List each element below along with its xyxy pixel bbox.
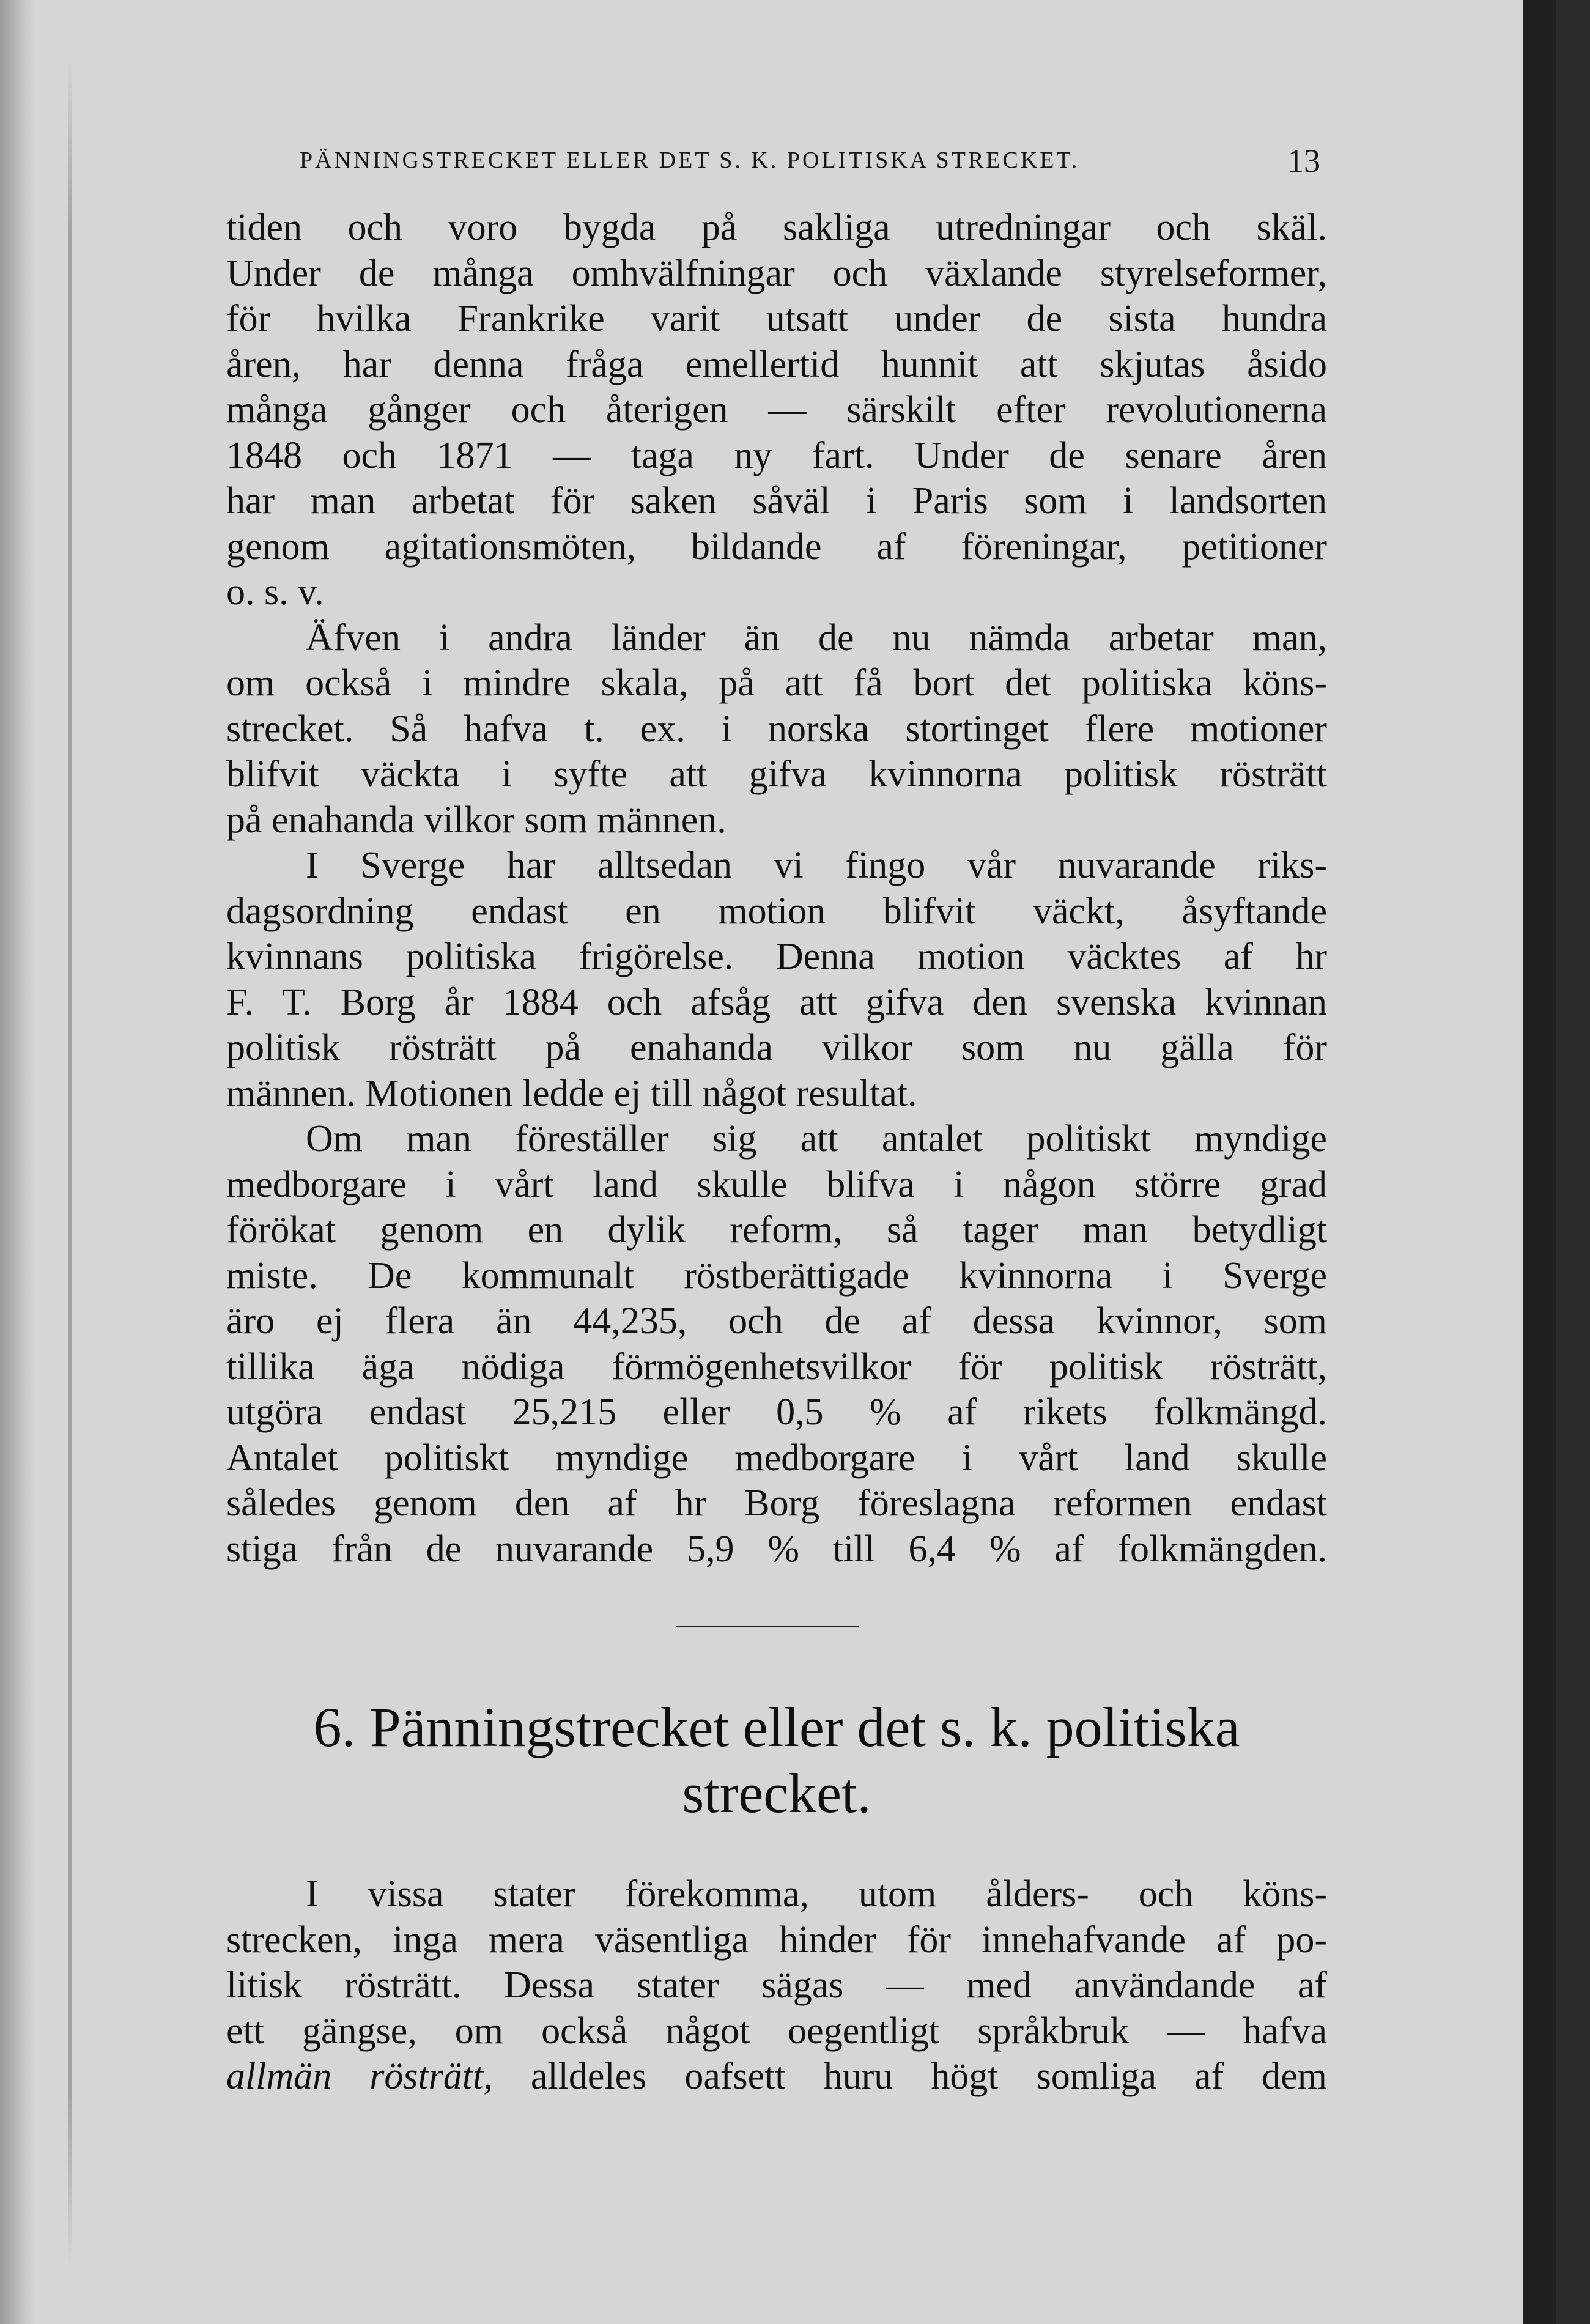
binding-shadow-line: [68, 55, 72, 2269]
text-line: strecken, inga mera väsentliga hinder för innehafvande af po-: [226, 1919, 1327, 1961]
page-binding: [0, 0, 37, 2324]
text-line: utgöra endast 25,215 eller 0,5 % af rikets folkmängd.: [226, 1391, 1327, 1433]
text-line: strecket. Så hafva t. ex. i norska stortinget flere motioner: [226, 708, 1327, 750]
text-line: för hvilka Frankrike varit utsatt under de sista hundra: [226, 298, 1327, 339]
text-line: har man arbetat för saken såväl i Paris som i landsorten: [226, 480, 1327, 522]
text-line: äro ej flera än 44,235, och de af dessa kvinnor, som: [226, 1300, 1327, 1342]
text-line: männen. Motionen ledde ej till något resultat.: [226, 1072, 917, 1114]
text-line: 1848 och 1871 — taga ny fart. Under de senare åren: [226, 434, 1327, 476]
text-line: stiga från de nuvarande 5,9 % till 6,4 % af folkmängden.: [226, 1528, 1327, 1570]
text-line: I Sverge har alltsedan vi fingo vår nuvarande riks-: [306, 845, 1327, 886]
text-line: Äfven i andra länder än de nu nämda arbetar man,: [306, 616, 1327, 659]
text-line: Om man föreställer sig att antalet politiskt myndige: [306, 1118, 1327, 1160]
text-line: således genom den af hr Borg föreslagna reformen endast: [226, 1482, 1327, 1524]
page-number: 13: [1287, 142, 1320, 179]
text-line: blifvit väckta i syfte att gifva kvinnorna politisk rösträtt: [226, 753, 1327, 795]
text-line: ett gängse, om också något oegentligt språkbruk — hafva: [226, 2010, 1327, 2052]
text-line: på enahanda vilkor som männen.: [226, 799, 727, 841]
text-line: medborgare i vårt land skulle blifva i någon större grad: [226, 1163, 1327, 1205]
text-line: o. s. v.: [226, 571, 324, 613]
text-line: Under de många omhvälfningar och växlande styrelseformer,: [226, 252, 1327, 294]
body-text-block-2: [226, 1871, 1327, 2100]
text-line: förökat genom en dylik reform, så tager man betydligt: [226, 1209, 1327, 1251]
text-fragment: alldeles oafsett huru högt somliga af dem: [492, 2056, 1327, 2097]
text-line: [226, 2054, 1327, 2100]
section-heading: [239, 1694, 1315, 1826]
text-line: åren, har denna fråga emellertid hunnit att skjutas åsido: [226, 343, 1327, 385]
text-line: dagsordning endast en motion blifvit väckt, åsyftande: [226, 890, 1327, 932]
text-line: tillika äga nödiga förmögenhetsvilkor för politisk rösträtt,: [226, 1345, 1327, 1388]
section-divider: [676, 1626, 859, 1627]
text-line: genom agitationsmöten, bildande af föreningar, petitioner: [226, 525, 1327, 568]
body-text-block-1: [226, 205, 1327, 1572]
text-line: Antalet politiskt myndige medborgare i vårt land skulle: [226, 1437, 1327, 1479]
section-heading-line-1: 6. Pänningstrecket eller det s. k. politiska: [313, 1696, 1240, 1758]
section-heading-line-2: strecket.: [682, 1762, 871, 1824]
text-line: politisk rösträtt på enahanda vilkor som nu gälla för: [226, 1027, 1327, 1068]
text-line: litisk rösträtt. Dessa stater sägas — med användande af: [226, 1964, 1327, 2006]
text-line: många gånger och återigen — särskilt efter revolutionerna: [226, 389, 1327, 431]
italic-term: allmän rösträtt,: [226, 2056, 493, 2097]
text-line: om också i mindre skala, på att få bort det politiska köns-: [226, 662, 1327, 704]
text-line: kvinnans politiska frigörelse. Denna motion väcktes af hr: [226, 936, 1327, 977]
page-edge-shadow: [1523, 0, 1556, 2324]
running-head: PÄNNINGSTRECKET ELLER DET S. K. POLITISKA STRECKET.: [300, 147, 1080, 173]
text-line: F. T. Borg år 1884 och afsåg att gifva den svenska kvinnan: [226, 981, 1327, 1023]
text-line: I vissa stater förekomma, utom ålders- och köns-: [306, 1873, 1327, 1915]
text-line: tiden och voro bygda på sakliga utredningar och skäl.: [226, 207, 1327, 248]
text-line: miste. De kommunalt röstberättigade kvinnorna i Sverge: [226, 1254, 1327, 1297]
